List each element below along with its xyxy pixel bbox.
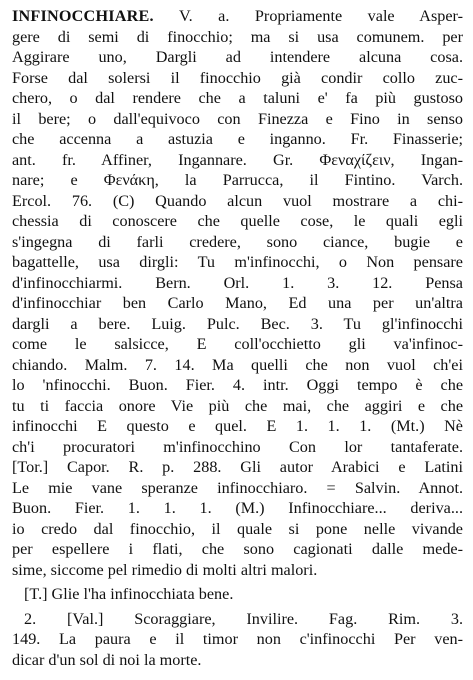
entry-line: d'infinocchiar ben Carlo Mano, Ed una per un'altra	[12, 294, 463, 312]
sense-2-line: dicar d'un sol di noi la morte.	[12, 650, 202, 669]
entry-line: Le mie vane speranze infinocchiaro. = Salvin. Annot.	[12, 478, 463, 497]
entry-line: s'ingegna di farli credere, sono ciance, bugie e	[12, 232, 463, 251]
entry-line: io credo dal finocchio, il quale si pone nelle vivande	[12, 519, 463, 538]
entry-line: dargli a bere. Luig. Pulc. Bec. 3. Tu gl'infinocchi	[12, 314, 463, 333]
entry-line: Buon. Fier. 1. 1. 1. (M.) Infinocchiare... deriva...	[12, 499, 463, 517]
sense-2-line: 2. [Val.] Scoraggiare, Invilire. Fag. Rim. 3.	[24, 609, 463, 628]
entry-line: per espellere i flati, che sono cagionati dalle mede-	[12, 540, 463, 558]
entry-line: infinocchi E questo e quel. E 1. 1. 1. (Mt.) Nè	[12, 417, 463, 435]
entry-line: il bere; o dall'equivoco con Finezza e Fino in senso	[12, 109, 463, 128]
entry-line: chero, o dal rendere che a taluni e' fa più gustoso	[12, 89, 463, 107]
entry-line: bagattelle, usa dirgli: Tu m'infinocchi, o Non pensare	[12, 253, 463, 271]
entry-line: lo 'nfinocchi. Buon. Fier. 4. intr. Oggi tempo è che	[12, 376, 463, 394]
entry-line: Aggirare uno, Dargli ad intendere alcuna cosa.	[12, 48, 463, 66]
entry-line-text: V. a. Propriamente vale Asper-	[179, 7, 463, 25]
entry-line: gere di semi di finocchio; ma si usa comunem. per	[12, 27, 463, 46]
entry-line: ant. fr. Affiner, Ingannare. Gr. Φεναχίζειν, Ingan-	[12, 150, 463, 169]
entry-line: che accenna a astuzia e inganno. Fr. Finasserie;	[12, 130, 463, 148]
sense-2-line: 149. La paura e il timor non c'infinocchi Per ven-	[12, 630, 463, 648]
entry-line: [Tor.] Capor. R. p. 288. Gli autor Arabici e Latini	[12, 458, 463, 476]
entry-line: tu ti faccia onore Vie più che mai, che aggiri e che	[12, 396, 463, 415]
entry-line: chiando. Malm. 7. 14. Ma quelli che non vuol ch'ei	[12, 355, 463, 374]
dictionary-entry	[12, 6, 463, 670]
entry-line: nare; e Φενάκη, la Parrucca, il Fintino. Varch.	[12, 171, 463, 189]
entry-line: d'infinocchiarmi. Bern. Orl. 1. 3. 12. Pensa	[12, 273, 463, 292]
entry-line: come le salsicce, E coll'occhietto gli va'infinoc-	[12, 335, 463, 353]
entry-line: chessia di conoscere che quelle cose, le quali egli	[12, 212, 463, 230]
entry-line: ch'i procuratori m'infinocchino Con lor tantaferate.	[12, 437, 463, 456]
entry-line: sime, siccome pel rimedio di molti altri malori.	[12, 560, 318, 579]
entry-line-1	[12, 6, 463, 27]
entry-line: Ercol. 76. (C) Quando alcun vuol mostrare a chi-	[12, 191, 463, 210]
note-line: [T.] Glie l'ha infinocchiata bene.	[24, 585, 234, 603]
entry-line: Forse dal solersi il finocchio già condir collo zuc-	[12, 68, 463, 87]
headword: INFINOCCHIARE.	[12, 7, 154, 25]
